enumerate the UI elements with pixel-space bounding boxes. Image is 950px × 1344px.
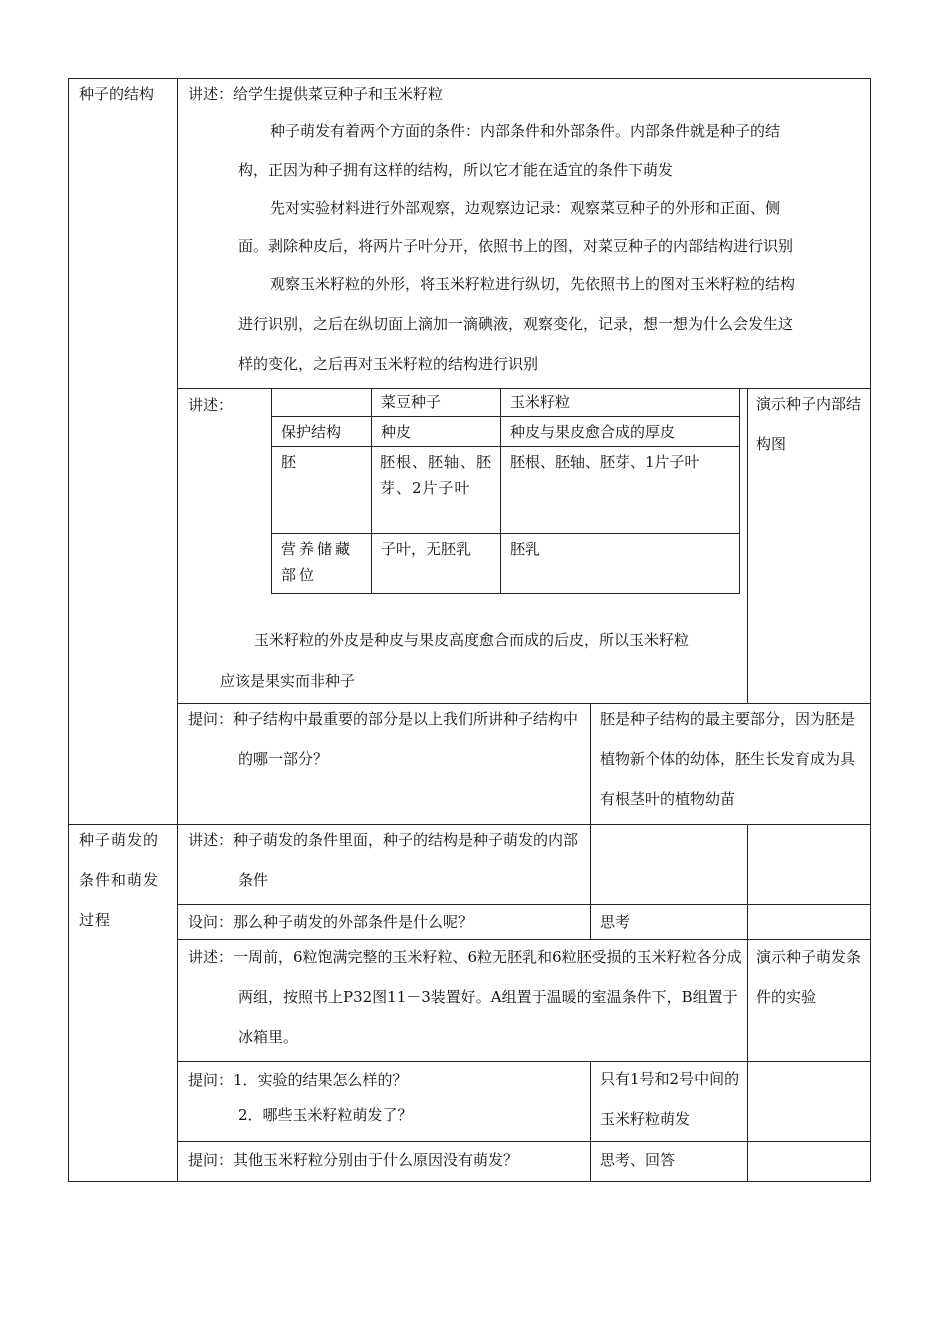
question-line: 提问：1．实验的结果怎么样的？ <box>188 1071 408 1089</box>
column-divider <box>747 939 748 1062</box>
row-header: 营养储藏部位 <box>281 540 354 584</box>
aside-demo-germination: 演示种子萌发条件的实验 <box>756 948 862 1006</box>
lecture-text: 讲述：一周前，6粒饱满完整的玉米籽粒、6粒无胚乳和6粒胚受损的玉米籽粒各分成两组，按照书上P32图11－3装置好。A组置于温暖的室温条件下，B组置于冰箱里。 <box>188 948 742 1046</box>
table-border-right <box>870 78 871 1182</box>
intro-line: 进行识别，之后在纵切面上滴加一滴碘液，观察变化，记录，想一想为什么会发生这 <box>238 315 794 333</box>
inner-row-divider <box>271 533 740 534</box>
row-divider <box>177 1061 871 1062</box>
intro-line: 种子萌发有着两个方面的条件：内部条件和外部条件。内部条件就是种子的结 <box>270 122 781 140</box>
table-border-top <box>68 78 871 79</box>
table-cell: 子叶，无胚乳 <box>381 540 472 558</box>
row-header: 胚 <box>281 453 297 471</box>
col-header-corn: 玉米籽粒 <box>510 393 571 411</box>
column-divider <box>177 78 178 1182</box>
column-divider <box>747 1061 748 1182</box>
table-border-left <box>68 78 69 1182</box>
row-divider <box>177 904 871 905</box>
column-divider <box>590 1061 591 1182</box>
intro-line: 观察玉米籽粒的外形，将玉米籽粒进行纵切，先依照书上的图对玉米籽粒的结构 <box>270 275 796 293</box>
inner-border-right <box>739 388 740 594</box>
table-cell: 胚根、胚轴、胚芽、2片子叶 <box>380 453 493 497</box>
table-cell: 种皮与果皮愈合成的厚皮 <box>510 423 676 441</box>
column-divider <box>590 824 591 940</box>
question-line: 2．哪些玉米籽粒萌发了？ <box>238 1106 413 1124</box>
column-divider <box>590 703 591 825</box>
student-answer: 思考、回答 <box>600 1151 676 1169</box>
student-answer: 只有1号和2号中间的玉米籽粒萌发 <box>600 1070 740 1128</box>
inner-border-left <box>271 388 272 594</box>
intro-line: 样的变化，之后再对玉米籽粒的结构进行识别 <box>238 355 539 373</box>
table-cell: 种皮 <box>381 423 412 441</box>
intro-line: 先对实验材料进行外部观察，边观察边记录：观察菜豆种子的外形和正面、侧 <box>270 199 781 217</box>
intro-line: 构，正因为种子拥有这样的结构，所以它才能在适宜的条件下萌发 <box>238 161 674 179</box>
inner-col-divider <box>371 388 372 594</box>
section-label-structure: 种子的结构 <box>79 85 155 103</box>
row-header: 保护结构 <box>281 423 342 441</box>
inner-row-divider <box>271 446 740 447</box>
row-divider <box>177 1141 871 1142</box>
germination-row1 <box>188 820 588 900</box>
column-divider <box>747 388 748 704</box>
inner-border-bottom <box>271 593 740 594</box>
column-divider <box>747 824 748 940</box>
note-line: 应该是果实而非种子 <box>220 672 356 690</box>
question-structure <box>188 699 583 779</box>
germination-row3 <box>188 937 744 1057</box>
table-cell: 胚根、胚轴、胚芽、1片子叶 <box>510 453 700 471</box>
intro-line: 面。剥除种皮后，将两片子叶分开，依照书上的图，对菜豆种子的内部结构进行识别 <box>238 237 794 255</box>
col-header-bean: 菜豆种子 <box>381 393 442 411</box>
answer-structure: 胚是种子结构的最主要部分，因为胚是植物新个体的幼体，胚生长发育成为具有根茎叶的植物幼苗 <box>600 710 856 808</box>
lecture-lead: 讲述： <box>188 396 234 414</box>
setquestion-text: 设问：那么种子萌发的外部条件是什么呢？ <box>188 913 474 931</box>
note-line: 玉米籽粒的外皮是种皮与果皮高度愈合而成的后皮，所以玉米籽粒 <box>254 631 690 649</box>
question-text: 提问：其他玉米籽粒分别由于什么原因没有萌发？ <box>188 1151 519 1169</box>
lecture-text: 讲述：种子萌发的条件里面，种子的结构是种子萌发的内部条件 <box>188 831 579 889</box>
inner-border-top <box>271 388 740 389</box>
inner-row-divider <box>271 416 740 417</box>
inner-col-divider <box>500 388 501 594</box>
intro-line: 讲述：给学生提供菜豆种子和玉米籽粒 <box>188 85 444 103</box>
question-text: 提问：种子结构中最重要的部分是以上我们所讲种子结构中的哪一部分？ <box>188 710 579 768</box>
table-cell: 胚乳 <box>510 540 541 558</box>
table-border-bottom <box>68 1181 871 1182</box>
aside-demo-structure: 演示种子内部结构图 <box>756 395 862 453</box>
section-label-germination: 种子萌发的条件和萌发过程 <box>79 831 160 929</box>
student-think: 思考 <box>600 913 631 931</box>
